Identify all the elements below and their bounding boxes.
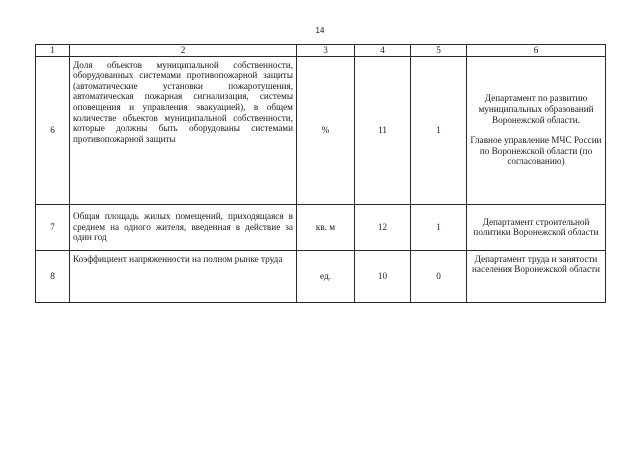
header-cell: 4 xyxy=(355,45,411,57)
table-header-row xyxy=(36,45,606,57)
value-col4: 10 xyxy=(355,250,411,302)
unit-of-measure: % xyxy=(297,56,355,204)
indicator-name: Коэффициент напряженности на полном рынке труда xyxy=(70,250,297,302)
table-row xyxy=(36,250,606,302)
responsible-secondary: Главное управление МЧС России по Воронежской области (по согласованию) xyxy=(470,135,602,167)
table-row xyxy=(36,204,606,250)
page-number: 14 xyxy=(315,26,325,35)
header-cell: 1 xyxy=(36,45,70,57)
row-number: 7 xyxy=(36,204,70,250)
responsible-cell: Департамент труда и занятости населения Воронежской области xyxy=(467,250,606,302)
indicator-name: Доля объектов муниципальной собственности, оборудованных системами противопожарной защиты (автоматические установки пожаротушения, автоматическая пожарная сигнализация, системы оповещения и управления эвакуацией), в общем количестве объектов муниципальной собственности, которые должны быть оборудованы системами противопожарной защиты xyxy=(70,56,297,204)
header-cell: 2 xyxy=(70,45,297,57)
value-col4: 11 xyxy=(355,56,411,204)
value-col5: 0 xyxy=(411,250,467,302)
responsible-primary: Департамент по развитию муниципальных образований Воронежской области. xyxy=(478,93,594,125)
responsible-cell xyxy=(467,56,606,204)
row-number: 8 xyxy=(36,250,70,302)
indicator-name: Общая площадь жилых помещений, приходящаяся в среднем на одного жителя, введенная в действие за один год xyxy=(70,204,297,250)
header-cell: 6 xyxy=(467,45,606,57)
value-col4: 12 xyxy=(355,204,411,250)
unit-of-measure: ед. xyxy=(297,250,355,302)
header-cell: 5 xyxy=(411,45,467,57)
row-number: 6 xyxy=(36,56,70,204)
unit-of-measure: кв. м xyxy=(297,204,355,250)
table-row xyxy=(36,56,606,204)
value-col5: 1 xyxy=(411,56,467,204)
value-col5: 1 xyxy=(411,204,467,250)
header-cell: 3 xyxy=(297,45,355,57)
indicators-table xyxy=(35,44,606,303)
responsible-cell: Департамент строительной политики Воронежской области xyxy=(467,204,606,250)
